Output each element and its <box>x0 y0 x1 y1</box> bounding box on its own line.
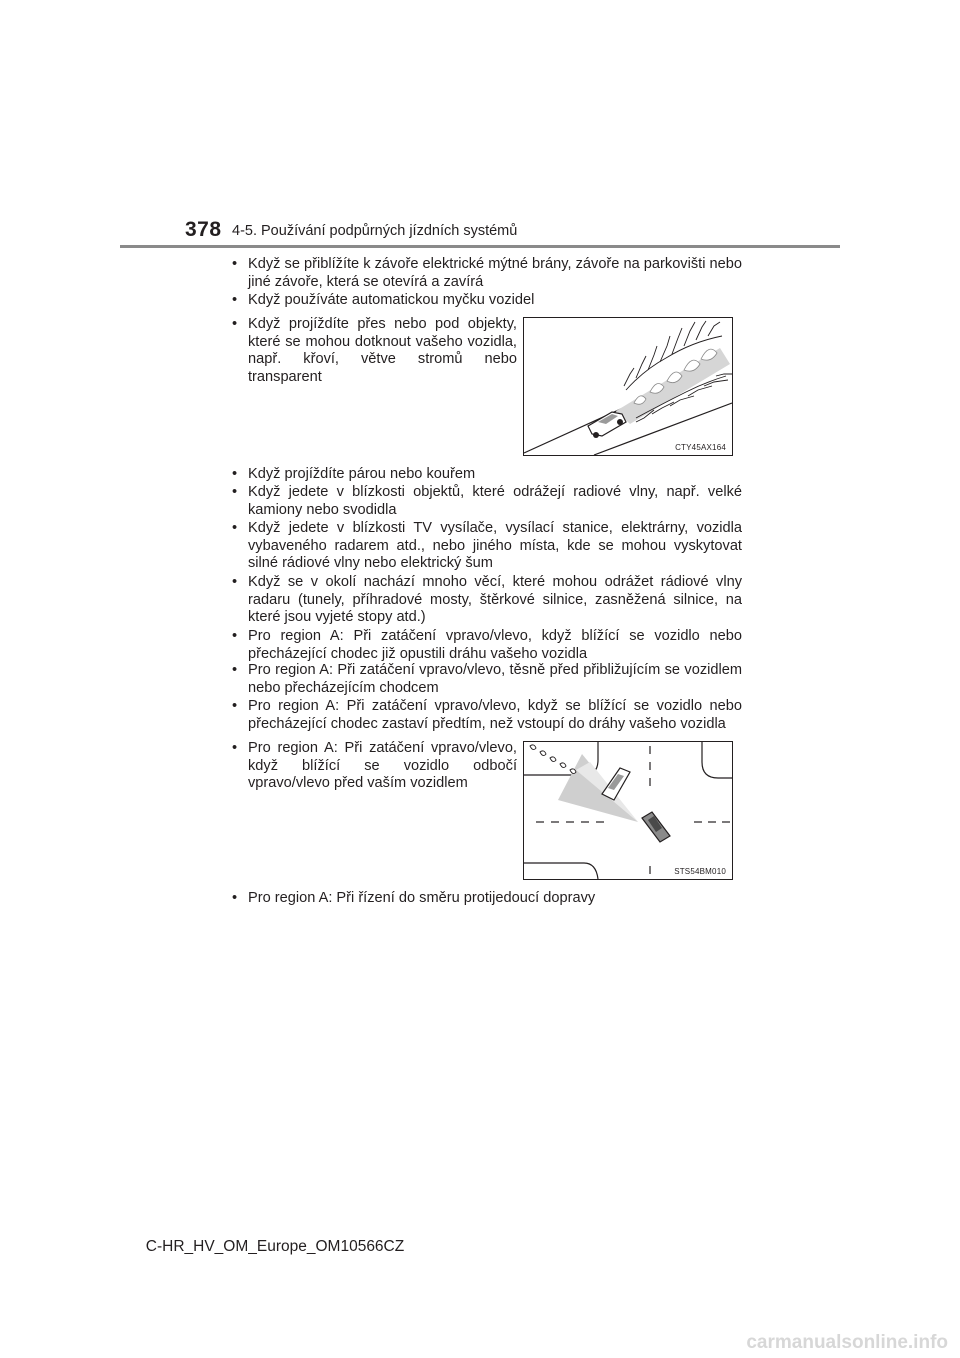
footer-manual-id: C-HR_HV_OM_Europe_OM10566CZ <box>145 1238 405 1255</box>
bullet-5: • Když jedete v blízkosti objektů, které odrážejí radiové vlny, např. velké kamiony nebo svodidla <box>232 484 742 519</box>
page-number: 378 <box>185 218 222 241</box>
figure-trees <box>523 317 733 456</box>
bullet-12: • Pro region A: Při řízení do směru protijedoucí dopravy <box>232 890 742 908</box>
intersection-illustration <box>524 742 732 879</box>
trees-illustration <box>524 318 732 455</box>
bullet-10: • Pro region A: Při zatáčení vpravo/vlevo, když se blížící se vozidlo nebo přecházející chodec zastaví předtím, než vstoupí do dráhy vašeho vozidla <box>232 698 742 733</box>
bullet-7: • Když se v okolí nachází mnoho věcí, které mohou odrážet rádiové vlny radaru (tunely, příhradové mosty, štěrkové silnice, zasněžená silnice, na které jsou vyjeté stopy atd.) <box>232 574 742 627</box>
figure-code-intersection: STS54BM010 <box>674 867 726 876</box>
bullet-4: • Když projíždíte párou nebo kouřem <box>232 466 742 484</box>
car-icon <box>588 412 626 438</box>
bullet-3: • Když projíždíte přes nebo pod objekty, které se mohou dotknout vašeho vozidla, např. křoví, větve stromů nebo transparent <box>232 316 517 386</box>
bullet-8: • Pro region A: Při zatáčení vpravo/vlevo, když blížící se vozidlo nebo přecházející chodec již opustili dráhu vašeho vozidla <box>232 628 742 663</box>
bullet-11: • Pro region A: Při zatáčení vpravo/vlevo, když blížící se vozidlo odbočí vpravo/vlevo před vaším vozidlem <box>232 740 517 793</box>
header-rule <box>120 245 840 248</box>
figure-code-trees: CTY45AX164 <box>675 443 726 452</box>
bullet-9: • Pro region A: Při zatáčení vpravo/vlevo, těsně před přibližujícím se vozidlem nebo přecházejícím chodcem <box>232 662 742 697</box>
bullet-2: • Když používáte automatickou myčku vozidel <box>232 292 742 310</box>
figure-intersection <box>523 741 733 880</box>
section-title: 4-5. Používání podpůrných jízdních systémů <box>232 223 518 239</box>
watermark: carmanualsonline.info <box>746 1332 948 1353</box>
bullet-6: • Když jedete v blízkosti TV vysílače, vysílací stanice, elektrárny, vozidla vybaveného radarem atd., nebo jiného místa, kde se mohou vyskytovat silné rádiové vlny nebo elektrický šum <box>232 520 742 573</box>
bullet-1: • Když se přiblížíte k závoře elektrické mýtné brány, závoře na parkovišti nebo jiné závoře, která se otevírá a zavírá <box>232 256 742 291</box>
own-car-icon <box>642 812 670 842</box>
